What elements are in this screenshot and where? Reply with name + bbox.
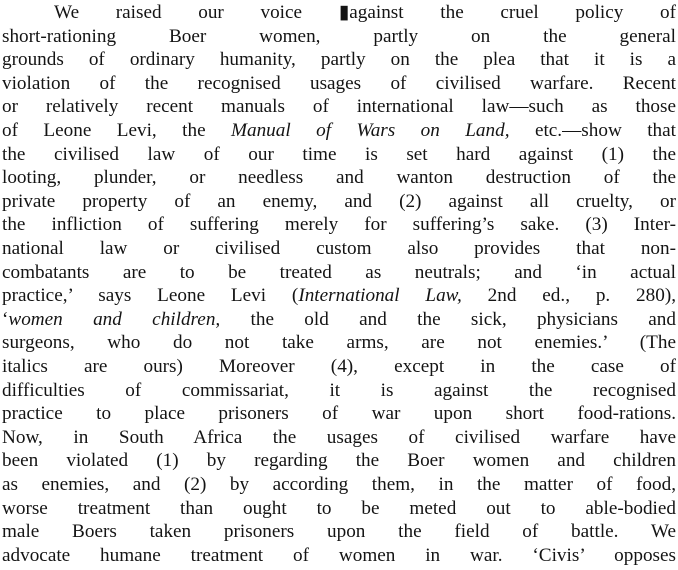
italic-text: women and children,	[8, 308, 221, 330]
text-line	[2, 332, 676, 354]
text-segment: against the cruel policy of	[349, 2, 676, 23]
text-line	[2, 309, 676, 331]
text-segment: short-rationing Boer women, partly on the general	[2, 25, 676, 47]
text-line	[2, 545, 676, 567]
text-segment: difficulties of commissariat, it is against the recognised	[2, 379, 676, 401]
text-line	[2, 356, 676, 378]
text-segment: grounds of ordinary humanity, partly on the plea that it is a	[2, 49, 676, 71]
text-line	[2, 403, 676, 425]
text-segment: italics are ours) Moreover (4), except in the case of	[2, 356, 676, 377]
text-line	[2, 474, 676, 496]
text-segment: combatants are to be treated as neutrals; and ‘in actual	[2, 261, 676, 283]
text-segment: male Boers taken prisoners upon the field of battle. We	[2, 521, 676, 543]
text-segment: ‘	[2, 308, 9, 330]
text-segment: worse treatment than ought to be meted out to able-bodied	[2, 497, 676, 519]
text-segment: etc.—show that	[509, 120, 676, 141]
text-line	[2, 49, 676, 71]
text-segment: as enemies, and (2) by according them, in the matter of food,	[2, 474, 676, 495]
text-segment: advocate humane treatment of women in war. ‘Civis’ opposes	[2, 544, 676, 566]
text-line	[2, 73, 676, 95]
text-line	[2, 144, 676, 166]
text-segment: We raised our voice	[54, 2, 339, 23]
text-line	[2, 427, 676, 449]
text-segment: private property of an enemy, and (2) against all cruelty, or	[2, 190, 676, 212]
document-page	[2, 0, 676, 570]
text-segment: of Leone Levi, the	[2, 120, 232, 141]
text-line	[2, 380, 676, 402]
text-line	[2, 498, 676, 520]
italic-text: Manual of Wars on Land,	[231, 120, 510, 141]
text-segment: practice,’ says Leone Levi (	[2, 285, 299, 307]
text-segment: violation of the recognised usages of civilised warfare. Recent	[2, 72, 676, 94]
text-line	[2, 2, 676, 24]
text-line	[2, 120, 676, 142]
text-line	[2, 521, 676, 543]
text-segment: national law or civilised custom also provides that non-	[2, 238, 676, 259]
text-line	[2, 26, 676, 48]
italic-text: International Law,	[298, 285, 462, 307]
text-segment: or relatively recent manuals of international law—such as those	[2, 96, 676, 118]
text-line	[2, 96, 676, 118]
text-line	[2, 167, 676, 189]
text-line	[2, 214, 676, 236]
text-line	[2, 238, 676, 260]
text-line	[2, 450, 676, 472]
text-segment: the old and the sick, physicians and	[220, 308, 676, 330]
text-segment: practice to place prisoners of war upon short food-rations.	[2, 403, 676, 425]
text-line	[2, 191, 676, 213]
text-segment: 2nd ed., p. 280),	[461, 285, 676, 307]
text-segment: the civilised law of our time is set hard against (1) the	[2, 143, 676, 165]
text-segment: the infliction of suffering merely for suffering’s sake. (3) Inter-	[2, 214, 676, 236]
text-segment: surgeons, who do not take arms, are not enemies.’ (The	[2, 332, 676, 354]
text-line	[2, 285, 676, 307]
cursor-mark: ▮	[338, 2, 350, 23]
text-segment: Now, in South Africa the usages of civilised warfare have	[2, 426, 676, 448]
text-line	[2, 262, 676, 284]
text-segment: been violated (1) by regarding the Boer women and children	[2, 450, 676, 472]
text-segment: looting, plunder, or needless and wanton destruction of the	[2, 167, 676, 189]
